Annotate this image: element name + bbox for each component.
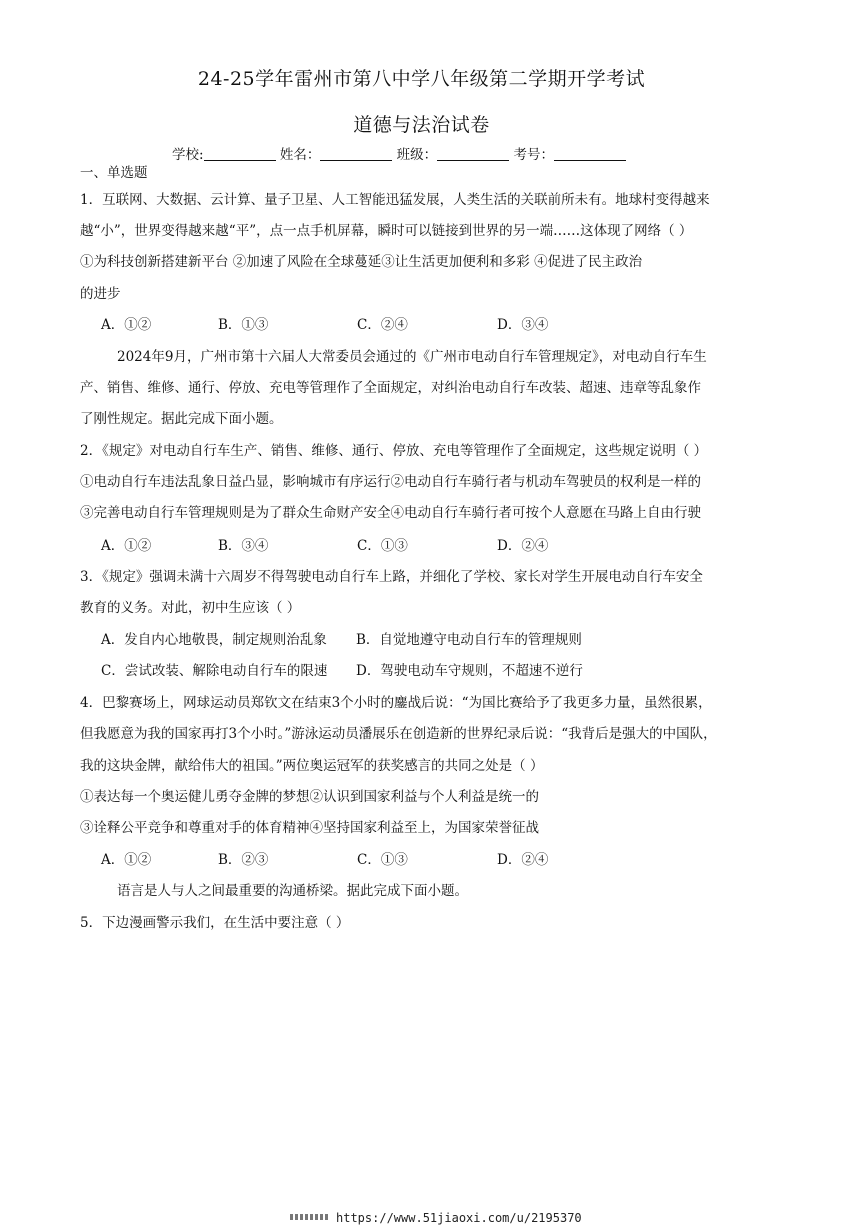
q4-option-c: C．①③ bbox=[357, 852, 408, 868]
q1-option-b: B．①③ bbox=[218, 317, 269, 333]
q2-option-d: D．②④ bbox=[497, 538, 549, 554]
passage2: 语言是人与人之间最重要的沟通桥梁。据此完成下面小题。 bbox=[117, 883, 468, 899]
exam-title: 24-25学年雷州市第八中学八年级第二学期开学考试 bbox=[197, 68, 646, 90]
name-label: 姓名： bbox=[279, 147, 321, 163]
class-blank bbox=[437, 146, 509, 161]
footer bbox=[290, 1211, 582, 1225]
q5-stem: 5．下边漫画警示我们，在生活中要注意（ ） bbox=[80, 915, 350, 931]
q1-option-d: D．③④ bbox=[497, 317, 549, 333]
q2-option-a: A．①② bbox=[101, 538, 152, 554]
q4-stem-line1: 4．巴黎赛场上，网球运动员郑钦文在结束3个小时的鏖战后说：“为国比赛给予了我更多力量，虽然很累， bbox=[80, 695, 712, 711]
q1-statements-line1: ①为科技创新搭建新平台 ②加速了风险在全球蔓延③让生活更加便利和多彩 ④促进了民主政治 bbox=[80, 254, 643, 270]
exam-subtitle: 道德与法治试卷 bbox=[353, 114, 490, 136]
q1-statements-line2: 的进步 bbox=[80, 286, 121, 302]
q3-option-a: A．发自内心地敬畏，制定规则治乱象 bbox=[101, 632, 327, 648]
q4-statements-line2: ③诠释公平竞争和尊重对手的体育精神④坚持国家利益至上，为国家荣誉征战 bbox=[80, 820, 539, 836]
exam-number-blank bbox=[554, 146, 626, 161]
q1-stem-line2: 越“小”，世界变得越来越“平”，点一点手机屏幕，瞬时可以链接到世界的另一端……这体现了网络（ ） bbox=[80, 223, 693, 239]
class-label: 班级： bbox=[396, 147, 438, 163]
school-blank bbox=[204, 146, 276, 161]
footer-url-link[interactable]: https://www.51jiaoxi.com/u/2195370 bbox=[336, 1211, 582, 1225]
q4-stem-line3: 我的这块金牌，献给伟大的祖国。”两位奥运冠军的获奖感言的共同之处是（ ） bbox=[80, 758, 544, 774]
q3-option-d: D．驾驶电动车守规则，不超速不逆行 bbox=[356, 663, 583, 679]
q4-stem-line2: 但我愿意为我的国家再打3个小时。”游泳运动员潘展乐在创造新的世界纪录后说：“我背后是强大的中国队， bbox=[80, 726, 717, 742]
q1-option-a: A．①② bbox=[101, 317, 152, 333]
q3-stem-line2: 教育的义务。对此，初中生应该（ ） bbox=[80, 600, 301, 616]
q4-option-b: B．②③ bbox=[218, 852, 269, 868]
q1-option-c: C．②④ bbox=[357, 317, 408, 333]
passage1-line3: 了刚性规定。据此完成下面小题。 bbox=[80, 411, 283, 427]
name-blank bbox=[320, 146, 392, 161]
q2-option-c: C．①③ bbox=[357, 538, 408, 554]
student-info-row bbox=[172, 143, 626, 163]
section-heading: 一、单选题 bbox=[80, 165, 148, 181]
q4-option-d: D．②④ bbox=[497, 852, 549, 868]
q3-option-b: B．自觉地遵守电动自行车的管理规则 bbox=[356, 632, 582, 648]
q1-stem-line1: 1．互联网、大数据、云计算、量子卫星、人工智能迅猛发展，人类生活的关联前所未有。地球村变得越来 bbox=[80, 192, 710, 208]
passage1-line2: 产、销售、维修、通行、停放、充电等管理作了全面规定，对纠治电动自行车改装、超速、违章等乱象作 bbox=[80, 380, 701, 396]
q4-statements-line1: ①表达每一个奥运健儿勇夺金牌的梦想②认识到国家利益与个人利益是统一的 bbox=[80, 789, 539, 805]
watermark-icon bbox=[290, 1214, 330, 1220]
q2-option-b: B．③④ bbox=[218, 538, 269, 554]
exam-number-label: 考号： bbox=[513, 147, 554, 163]
q3-option-c: C．尝试改装、解除电动自行车的限速 bbox=[101, 663, 328, 679]
passage1-line1: 2024年9月，广州市第十六届人大常委员会通过的《广州市电动自行车管理规定》，对电动自行车生 bbox=[117, 349, 707, 365]
school-label: 学校: bbox=[172, 147, 204, 163]
q4-option-a: A．①② bbox=[101, 852, 152, 868]
q2-statements-line1: ①电动自行车违法乱象日益凸显，影响城市有序运行②电动自行车骑行者与机动车驾驶员的权利是一样的 bbox=[80, 474, 701, 490]
q2-statements-line2: ③完善电动自行车管理规则是为了群众生命财产安全④电动自行车骑行者可按个人意愿在马路上自由行驶 bbox=[80, 505, 701, 521]
q3-stem-line1: 3．《规定》强调未满十六周岁不得驾驶电动自行车上路，并细化了学校、家长对学生开展电动自行车安全 bbox=[80, 569, 703, 585]
q2-stem: 2．《规定》对电动自行车生产、销售、维修、通行、停放、充电等管理作了全面规定，这些规定说明（ ） bbox=[80, 443, 708, 459]
